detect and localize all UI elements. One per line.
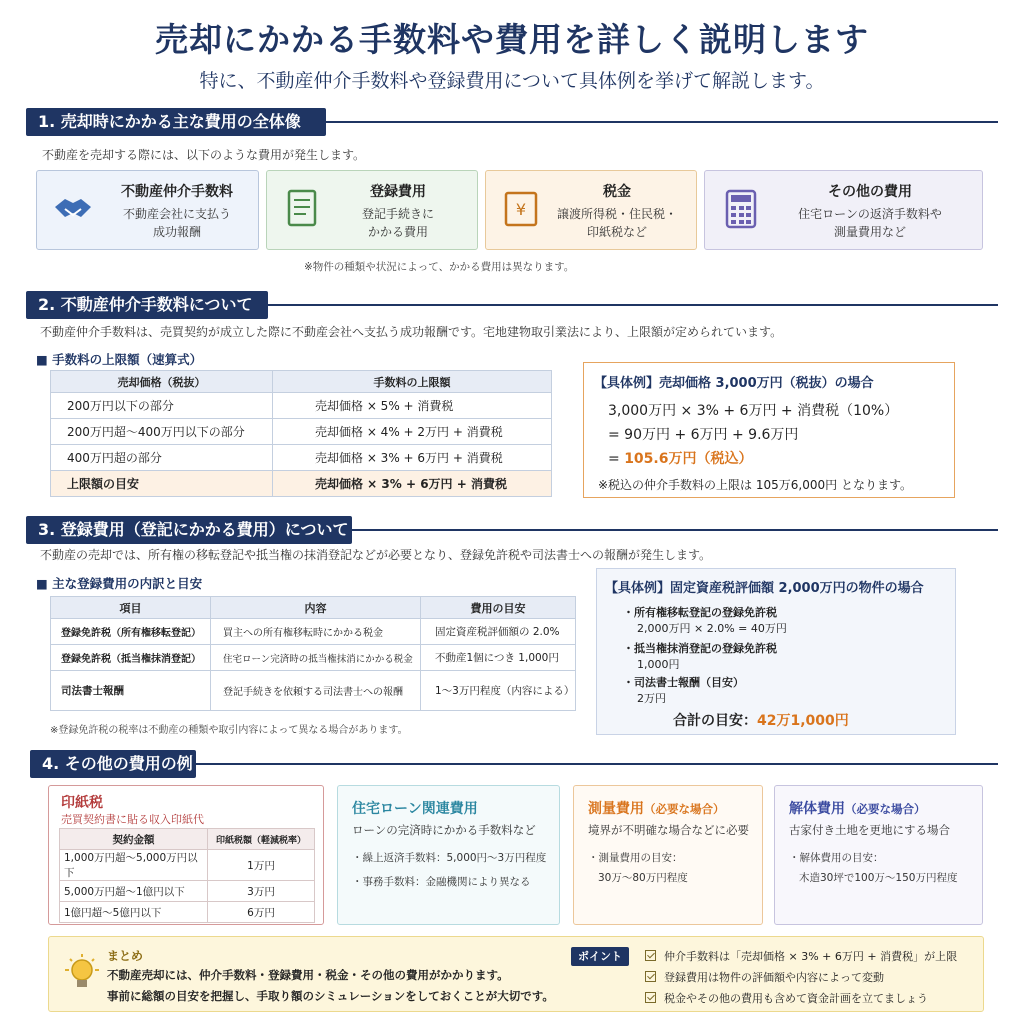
card-desc-line1: 住宅ローンの返済手数料や: [798, 207, 942, 221]
section2-heading: 2. 不動産仲介手数料について: [26, 291, 268, 319]
loan-cost-card: [337, 785, 560, 925]
point-badge: ポイント: [571, 947, 629, 966]
card-desc-line2: 成功報酬: [152, 225, 201, 239]
table-row: [51, 619, 576, 645]
section3-rule: [352, 529, 998, 531]
demolition-cost-title-note: （必要な場合）: [845, 802, 926, 816]
section3-note: ※登録免許税の税率は不動産の種類や取引内容によって異なる場合があります。: [50, 725, 408, 736]
example-item-value: 2万円: [637, 692, 666, 705]
table-header: 費用の目安: [421, 597, 576, 619]
section1-note: ※物件の種類や状況によって、かかる費用は異なります。: [304, 261, 575, 273]
loan-cost-item: ・事務手数料：金融機関により異なる: [352, 876, 531, 888]
table-cell: 売却価格 × 4% + 2万円 + 消費税: [273, 419, 552, 445]
example-item-label: ・抵当権抹消登記の登録免許税: [623, 642, 777, 655]
survey-cost-title: [588, 798, 725, 818]
table-row: [51, 645, 576, 671]
section2-intro: 不動産仲介手数料は、売買契約が成立した際に不動産会社へ支払う成功報酬です。宅地建物取引業法により、上限額が定められています。: [40, 325, 783, 339]
page-subtitle: 特に、不動産仲介手数料や登録費用について具体例を挙げて解説します。: [199, 70, 825, 92]
card-desc-line2: 印紙税など: [586, 225, 647, 239]
section1-heading: 1. 売却時にかかる主な費用の全体像: [26, 108, 326, 136]
tax-icon: [500, 187, 544, 231]
loan-cost-item: ・繰上返済手数料：5,000円〜3万円程度: [352, 852, 547, 864]
summary-title: まとめ: [107, 949, 144, 963]
survey-cost-item-value: 30万〜80万円程度: [598, 872, 688, 884]
table-cell: 買主への所有権移転時にかかる税金: [211, 619, 421, 645]
table-cell: 3万円: [208, 881, 315, 902]
card-desc-line1: 譲渡所得税・住民税・: [556, 207, 677, 221]
point-text: 税金やその他の費用も含めて資金計画を立てましょう: [664, 992, 928, 1005]
registration-example-box: [596, 568, 956, 735]
table-cell: 200万円以下の部分: [51, 393, 273, 419]
table-cell: 司法書士報酬: [51, 671, 211, 711]
example-result-prefix: =: [608, 451, 625, 467]
demolition-cost-item-label: ・解体費用の目安：: [789, 852, 884, 864]
stamp-tax-table: [59, 828, 315, 923]
loan-cost-title: 住宅ローン関連費用: [352, 801, 478, 817]
point-item: [645, 948, 957, 964]
table-cell: 上限額の目安: [51, 471, 273, 497]
table-row: [51, 393, 552, 419]
card-desc-line1: 登記手続きに: [361, 207, 434, 221]
table-row: [60, 850, 315, 881]
table-cell: 売却価格 × 3% + 6万円 + 消費税: [273, 471, 552, 497]
example-title: 【具体例】売却価格 3,000万円（税抜）の場合: [594, 376, 874, 391]
checkbox-icon: [645, 992, 656, 1003]
stamp-tax-card: [48, 785, 324, 925]
cost-card-tax: [485, 170, 697, 250]
table-cell: 1〜3万円程度（内容による）: [421, 671, 576, 711]
table-cell: 1億円超〜5億円以下: [60, 902, 208, 923]
example-total: [673, 710, 849, 730]
card-desc-line2: 測量費用など: [833, 225, 906, 239]
point-item: [645, 990, 928, 1006]
table-header: 印紙税額（軽減税率）: [208, 829, 315, 850]
demolition-cost-card: [774, 785, 983, 925]
section2-rule: [268, 304, 998, 306]
survey-cost-title-main: 測量費用: [588, 801, 644, 817]
table-header: 内容: [211, 597, 421, 619]
example-title: 【具体例】固定資産税評価額 2,000万円の物件の場合: [605, 581, 924, 596]
table-cell: 1万円: [208, 850, 315, 881]
section1-intro: 不動産を売却する際には、以下のような費用が発生します。: [42, 148, 366, 162]
table-cell: 6万円: [208, 902, 315, 923]
demolition-cost-desc: 古家付き土地を更地にする場合: [789, 823, 950, 837]
table-cell: 400万円超の部分: [51, 445, 273, 471]
table-cell: 売却価格 × 5% + 消費税: [273, 393, 552, 419]
table-cell: 1,000万円超〜5,000万円以下: [60, 850, 208, 881]
example-total-label: 合計の目安：: [673, 713, 757, 729]
table-row: [51, 671, 576, 711]
cost-card-registration: [266, 170, 478, 250]
document-icon: [281, 187, 325, 231]
survey-cost-card: [573, 785, 763, 925]
demolition-cost-title: [789, 798, 926, 818]
stamp-tax-subtitle: 売買契約書に貼る収入印紙代: [61, 813, 204, 826]
example-item-value: 2,000万円 × 2.0% = 40万円: [637, 622, 787, 635]
lightbulb-icon: [63, 953, 101, 997]
checkbox-icon: [645, 950, 656, 961]
brokerage-fee-table: [50, 370, 552, 497]
table-header: 手数料の上限額: [273, 371, 552, 393]
table-cell: 登録免許税（所有権移転登記）: [51, 619, 211, 645]
section4-heading: 4. その他の費用の例: [30, 750, 196, 778]
section4-rule: [196, 763, 998, 765]
survey-cost-title-note: （必要な場合）: [644, 802, 725, 816]
calculator-icon: [719, 187, 763, 231]
card-title: 不動産仲介手数料: [121, 184, 233, 200]
table-cell: 登記手続きを依頼する司法書士への報酬: [211, 671, 421, 711]
loan-cost-desc: ローンの完済時にかかる手数料など: [352, 823, 536, 837]
demolition-cost-item-value: 木造30坪で100万〜150万円程度: [799, 872, 958, 884]
card-title: 税金: [603, 184, 631, 200]
brokerage-example-box: [583, 362, 955, 498]
table-cell: 5,000万円超〜1億円以下: [60, 881, 208, 902]
table-header: 項目: [51, 597, 211, 619]
summary-line: 不動産売却には、仲介手数料・登録費用・税金・その他の費用がかかります。: [107, 968, 509, 982]
svg-text:¥: ¥: [515, 200, 527, 219]
survey-cost-item-label: ・測量費用の目安：: [588, 852, 683, 864]
example-note: ※税込の仲介手数料の上限は 105万6,000円 となります。: [598, 478, 912, 492]
summary-box: [48, 936, 984, 1012]
table-cell: 売却価格 × 3% + 6万円 + 消費税: [273, 445, 552, 471]
checkbox-icon: [645, 971, 656, 982]
summary-line: 事前に総額の目安を把握し、手取り額のシミュレーションをしておくことが大切です。: [107, 989, 554, 1003]
example-result-line: [608, 448, 752, 468]
table-cell: 住宅ローン完済時の抵当権抹消にかかる税金: [211, 645, 421, 671]
card-desc-line1: 不動産会社に支払う: [122, 207, 231, 221]
table-cell: 不動産1個につき 1,000円: [421, 645, 576, 671]
table-header: 契約金額: [60, 829, 208, 850]
table-row: [60, 881, 315, 902]
example-item-label: ・司法書士報酬（目安）: [623, 676, 744, 689]
page-title: 売却にかかる手数料や費用を詳しく説明します: [155, 20, 869, 59]
table-row: [51, 419, 552, 445]
cost-card-brokerage: [36, 170, 259, 250]
section2-subhead: ■ 手数料の上限額（速算式）: [36, 352, 203, 367]
example-result-value: 105.6万円（税込）: [624, 451, 753, 467]
section3-intro: 不動産の売却では、所有権の移転登記や抵当権の抹消登記などが必要となり、登録免許税や司法書士への報酬が発生します。: [40, 548, 712, 562]
point-item: [645, 969, 884, 985]
cost-card-other: [704, 170, 983, 250]
table-header: 売却価格（税抜）: [51, 371, 273, 393]
demolition-cost-title-main: 解体費用: [789, 801, 845, 817]
example-item-value: 1,000円: [637, 658, 680, 671]
table-cell: 固定資産税評価額の 2.0%: [421, 619, 576, 645]
example-total-value: 42万1,000円: [757, 713, 849, 729]
table-row: [60, 902, 315, 923]
stamp-tax-title: 印紙税: [61, 795, 103, 811]
card-desc-line2: かかる費用: [367, 225, 428, 239]
table-row: [51, 445, 552, 471]
handshake-icon: [51, 187, 95, 231]
example-formula-line1: 3,000万円 × 3% + 6万円 + 消費税（10%）: [608, 403, 899, 419]
section3-subhead: ■ 主な登録費用の内訳と目安: [36, 576, 203, 591]
example-item-label: ・所有権移転登記の登録免許税: [623, 606, 777, 619]
point-text: 登録費用は物件の評価額や内容によって変動: [664, 971, 884, 984]
example-formula-line2: = 90万円 + 6万円 + 9.6万円: [608, 427, 799, 443]
survey-cost-desc: 境界が不明確な場合などに必要: [588, 823, 749, 837]
point-text: 仲介手数料は「売却価格 × 3% + 6万円 + 消費税」が上限: [664, 950, 958, 963]
section3-heading: 3. 登録費用（登記にかかる費用）について: [26, 516, 352, 544]
table-cell: 登録免許税（抵当権抹消登記）: [51, 645, 211, 671]
table-row-highlight: [51, 471, 552, 497]
registration-fee-table: [50, 596, 576, 711]
section1-rule: [326, 121, 998, 123]
card-title: 登録費用: [370, 184, 426, 200]
table-cell: 200万円超〜400万円以下の部分: [51, 419, 273, 445]
card-title: その他の費用: [828, 184, 912, 200]
